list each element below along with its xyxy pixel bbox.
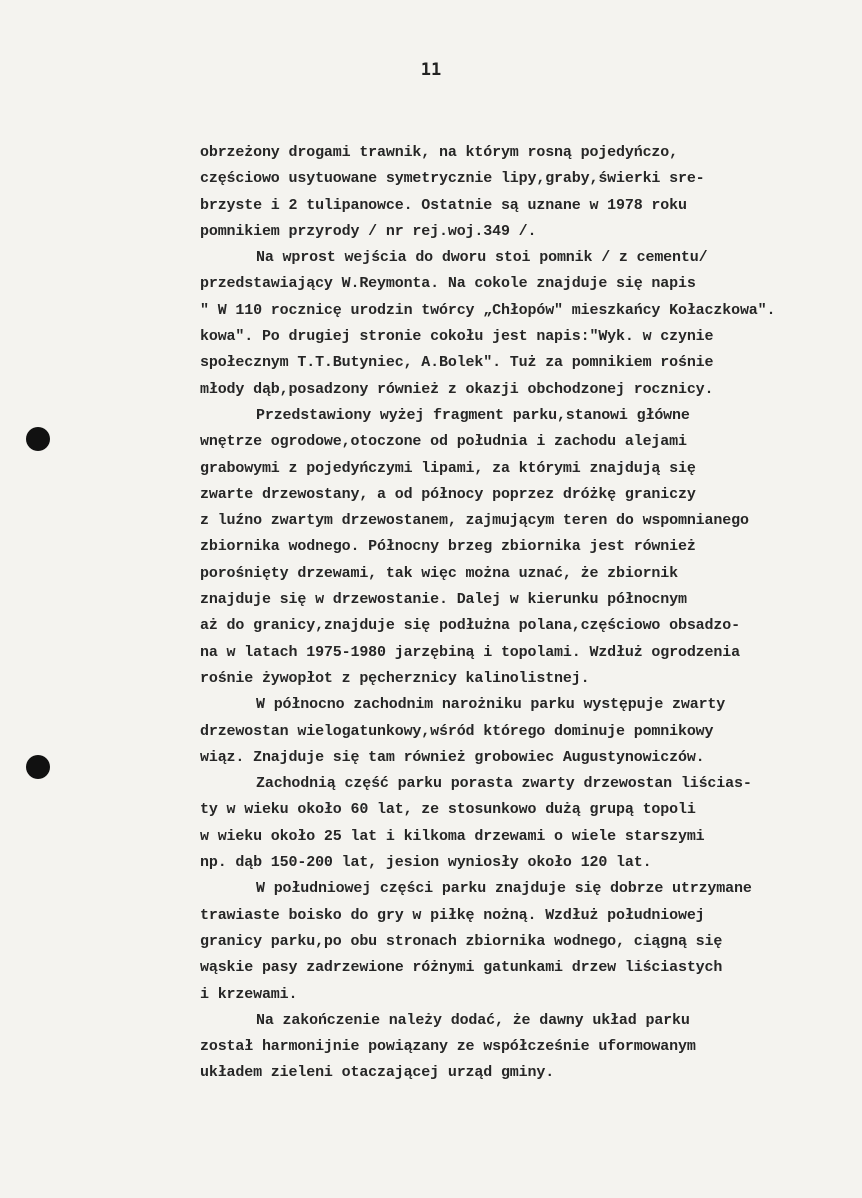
text-line: i krzewami. [200,985,298,1003]
text-line: społecznym T.T.Butyniec, A.Bolek". Tuż za pomnikiem rośnie [200,354,714,372]
text-line: rośnie żywopłot z pęcherznicy kalinolistnej. [200,669,590,687]
text-line: przedstawiający W.Reymonta. Na cokole znajduje się napis [200,275,696,293]
punch-hole [26,427,50,451]
text-line: brzyste i 2 tulipanowce. Ostatnie są uznane w 1978 roku [200,196,687,214]
text-line: np. dąb 150-200 lat, jesion wyniosły około 120 lat. [200,854,652,872]
text-line: porośnięty drzewami, tak więc można uznać, że zbiornik [200,564,678,582]
text-line: W północno zachodnim narożniku parku występuje zwarty [256,696,726,714]
text-line: wnętrze ogrodowe,otoczone od południa i zachodu alejami [200,433,687,451]
text-line: aż do granicy,znajduje się podłużna polana,częściowo obsadzo- [200,617,740,635]
text-line: został harmonijnie powiązany ze współcześnie uformowanym [200,1038,696,1056]
punch-hole [26,755,50,779]
text-line: W południowej części parku znajduje się dobrze utrzymane [256,880,752,898]
text-line: Przedstawiony wyżej fragment parku,stanowi główne [256,406,690,424]
text-line: młody dąb,posadzony również z okazji obchodzonej rocznicy. [200,380,714,398]
text-line: częściowo usytuowane symetrycznie lipy,graby,świerki sre- [200,170,705,188]
text-line: grabowymi z pojedyńczymi lipami, za którymi znajdują się [200,459,696,477]
text-line: z luźno zwartym drzewostanem, zajmującym teren do wspomnianego [200,512,749,530]
text-line: " W 110 rocznicę urodzin twórcy „Chłopów" mieszkańcy Kołaczkowa". [200,301,776,319]
text-line: w wieku około 25 lat i kilkoma drzewami o wiele starszymi [200,827,705,845]
text-line: granicy parku,po obu stronach zbiornika wodnego, ciągną się [200,932,723,950]
text-line: znajduje się w drzewostanie. Dalej w kierunku północnym [200,591,687,609]
text-line: Na wprost wejścia do dworu stoi pomnik / z cementu/ [256,249,708,267]
text-line: pomnikiem przyrody / nr rej.woj.349 /. [200,222,537,240]
text-line: Na zakończenie należy dodać, że dawny układ parku [256,1011,690,1029]
document-body [200,140,860,1087]
text-line: trawiaste boisko do gry w piłkę nożną. Wzdłuż południowej [200,906,705,924]
text-line: ty w wieku około 60 lat, ze stosunkowo dużą grupą topoli [200,801,696,819]
text-line: wąskie pasy zadrzewione różnymi gatunkami drzew liściastych [200,959,723,977]
text-line: obrzeżony drogami trawnik, na którym rosną pojedyńczo, [200,144,678,161]
text-line: zwarte drzewostany, a od północy poprzez dróżkę graniczy [200,485,696,503]
text-line: na w latach 1975-1980 jarzębiną i topolami. Wzdłuż ogrodzenia [200,643,740,661]
text-line: kowa". Po drugiej stronie cokołu jest napis:"Wyk. w czynie [200,328,714,346]
text-line: Zachodnią część parku porasta zwarty drzewostan liścias- [256,775,752,793]
text-line: zbiornika wodnego. Północny brzeg zbiornika jest również [200,538,696,556]
page-number: 11 [420,60,442,80]
text-line: drzewostan wielogatunkowy,wśród którego dominuje pomnikowy [200,722,714,740]
text-line: układem zieleni otaczającej urząd gminy. [200,1064,555,1082]
text-line: wiąz. Znajduje się tam również grobowiec Augustynowiczów. [200,748,705,766]
